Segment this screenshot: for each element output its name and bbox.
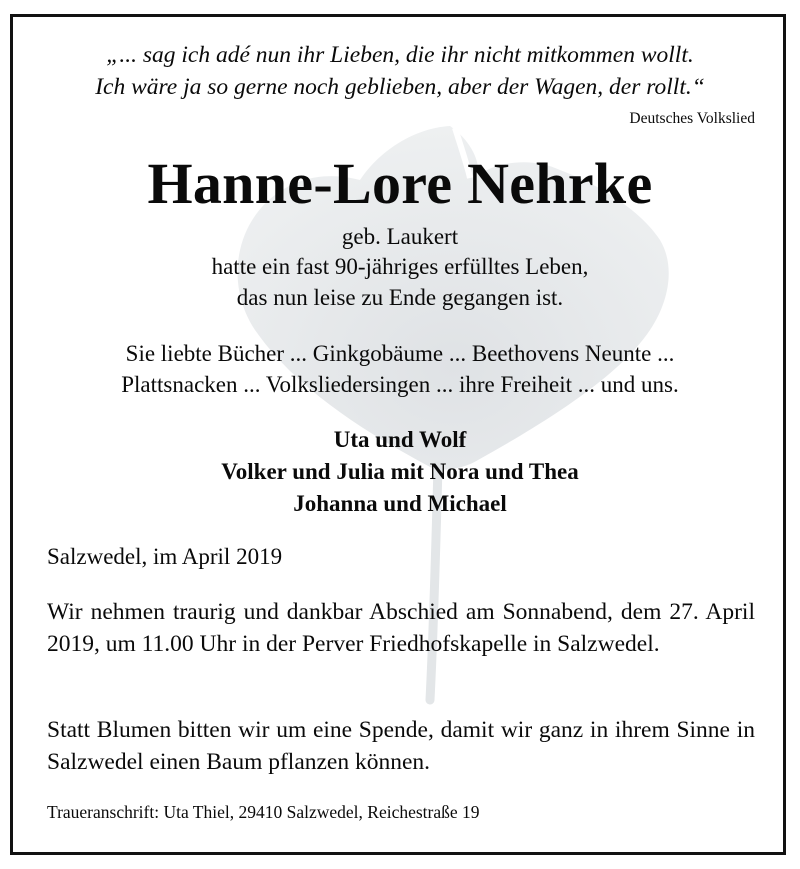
family-line: Volker und Julia mit Nora und Thea — [221, 459, 579, 484]
quote-line-1: „... sag ich adé nun ihr Lieben, die ihr nicht mitkommen wollt. — [106, 42, 694, 68]
quote-source: Deutsches Volkslied — [629, 110, 755, 127]
donation-notice: Statt Blumen bitten wir um eine Spende, damit wir ganz in ihrem Sinne in Salzwedel einen Baum pflanzen können. — [47, 717, 755, 775]
place-date: Salzwedel, im April 2019 — [47, 544, 283, 569]
family-line: Johanna und Michael — [293, 491, 507, 516]
deceased-name: Hanne-Lore Nehrke — [147, 151, 653, 216]
maiden-name: geb. Laukert — [341, 224, 459, 249]
quote-line-2: Ich wäre ja so gerne noch geblieben, aber der Wagen, der rollt.“ — [95, 74, 705, 100]
life-line-1: hatte ein fast 90-jähriges erfülltes Leben, — [211, 254, 589, 279]
mourning-address: Traueranschrift: Uta Thiel, 29410 Salzwedel, Reichestraße 19 — [47, 802, 480, 822]
loves-line-2: Plattsnacken ... Volksliedersingen ... ihre Freiheit ... und uns. — [121, 372, 679, 397]
life-line-2: das nun leise zu Ende gegangen ist. — [236, 285, 564, 310]
funeral-notice: Wir nehmen traurig und dankbar Abschied am Sonnabend, dem 27. April 2019, um 11.00 Uhr in der Perver Friedhofskapelle in Salzwedel. — [47, 599, 755, 657]
loves-line-1: Sie liebte Bücher ... Ginkgobäume ... Beethovens Neunte ... — [125, 341, 675, 366]
family-line: Uta und Wolf — [333, 427, 467, 452]
